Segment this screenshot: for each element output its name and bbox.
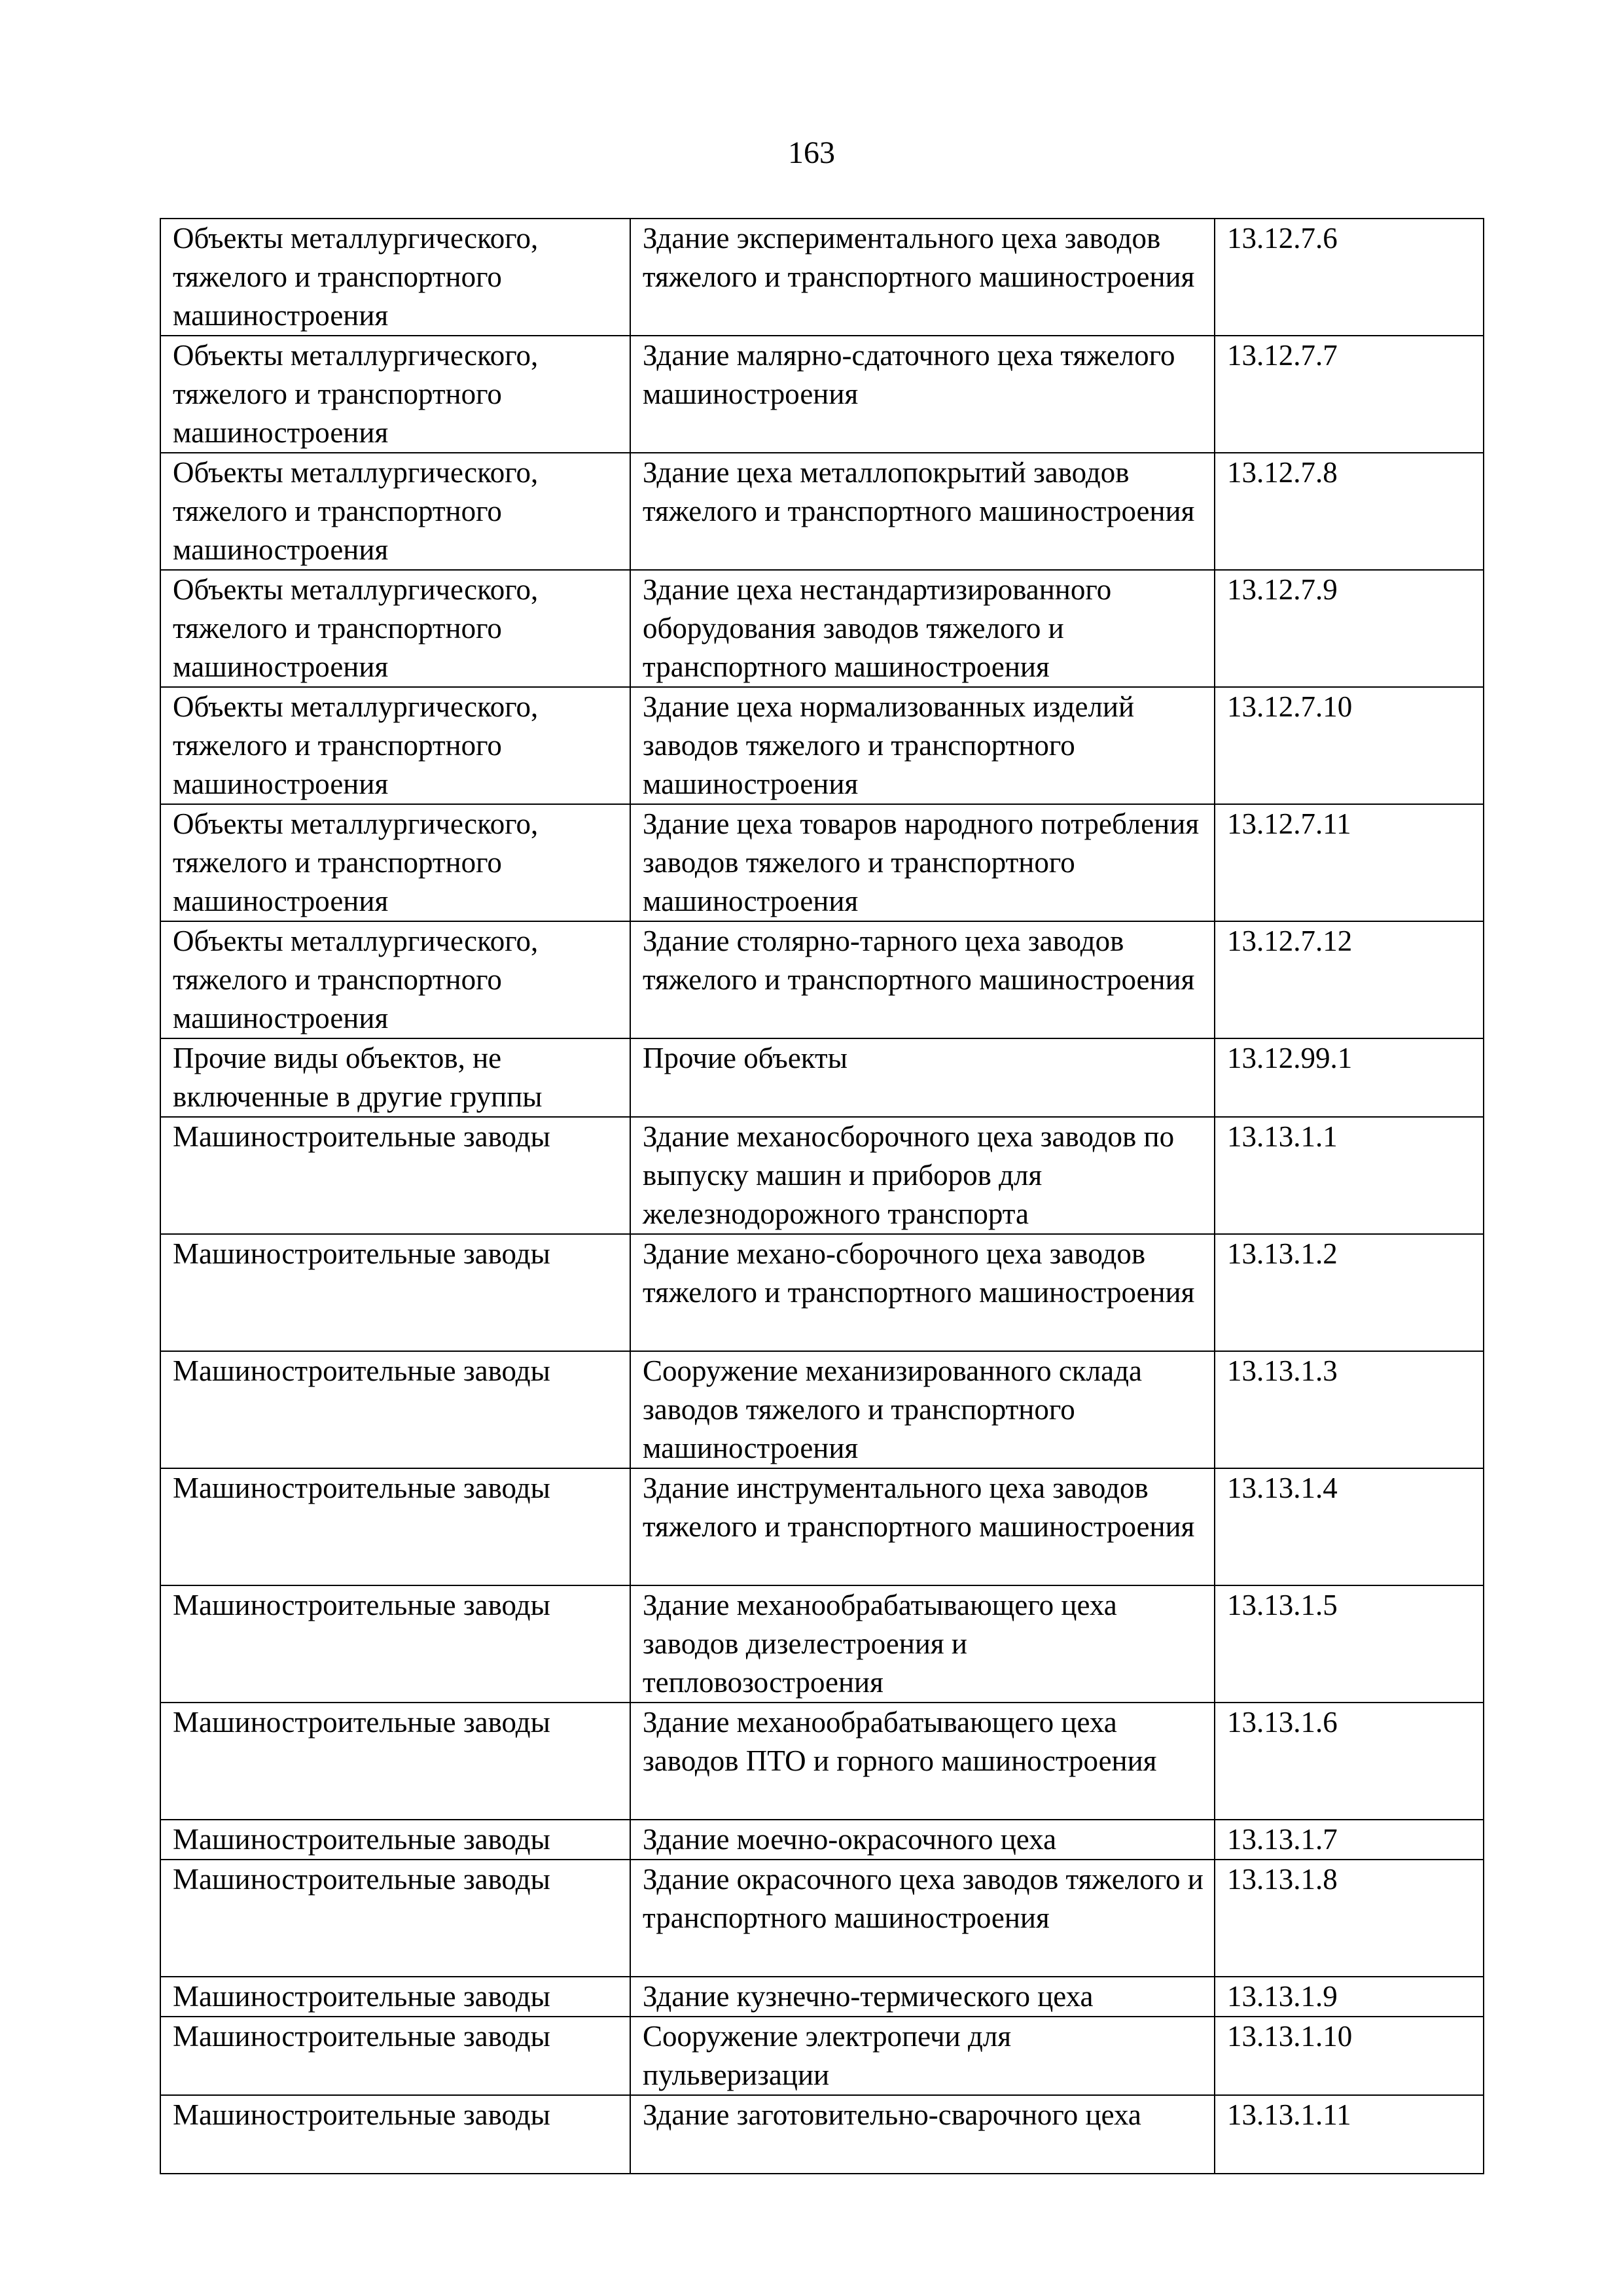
- table-row: [160, 804, 1484, 921]
- table-row: [160, 1468, 1484, 1585]
- page-number: 163: [788, 135, 835, 170]
- table-row: [160, 1038, 1484, 1117]
- cell-category: Машиностроительные заводы: [160, 1351, 630, 1468]
- cell-category: Объекты металлургического, тяжелого и транспортного машиностроения: [160, 570, 630, 687]
- cell-code: 13.12.7.7: [1215, 336, 1484, 453]
- table-row: [160, 336, 1484, 453]
- cell-code: 13.12.7.11: [1215, 804, 1484, 921]
- cell-code: 13.12.7.6: [1215, 219, 1484, 336]
- cell-category: Машиностроительные заводы: [160, 1860, 630, 1977]
- cell-category: Объекты металлургического, тяжелого и транспортного машиностроения: [160, 453, 630, 570]
- cell-object: Здание малярно-сдаточного цеха тяжелого машиностроения: [630, 336, 1215, 453]
- cell-code: 13.13.1.3: [1215, 1351, 1484, 1468]
- cell-code: 13.12.99.1: [1215, 1038, 1484, 1117]
- cell-code: 13.13.1.6: [1215, 1703, 1484, 1820]
- cell-category: Машиностроительные заводы: [160, 1117, 630, 1234]
- table-row: [160, 1860, 1484, 1977]
- table-row: [160, 1351, 1484, 1468]
- table-row: [160, 1234, 1484, 1351]
- cell-object: Здание заготовительно-сварочного цеха: [630, 2095, 1215, 2174]
- table-row: [160, 1585, 1484, 1703]
- cell-code: 13.13.1.9: [1215, 1977, 1484, 2017]
- table-body: [160, 219, 1484, 2174]
- cell-code: 13.12.7.12: [1215, 921, 1484, 1038]
- table-row: [160, 453, 1484, 570]
- cell-object: Здание кузнечно-термического цеха: [630, 1977, 1215, 2017]
- table-row: [160, 570, 1484, 687]
- cell-object: Здание инструментального цеха заводов тяжелого и транспортного машиностроения: [630, 1468, 1215, 1585]
- table-row: [160, 2095, 1484, 2174]
- table-row: [160, 1117, 1484, 1234]
- cell-code: 13.13.1.4: [1215, 1468, 1484, 1585]
- cell-category: Машиностроительные заводы: [160, 1468, 630, 1585]
- cell-object: Здание механообрабатывающего цеха заводов ПТО и горного машиностроения: [630, 1703, 1215, 1820]
- table-row: [160, 1977, 1484, 2017]
- cell-category: Машиностроительные заводы: [160, 1234, 630, 1351]
- cell-category: Объекты металлургического, тяжелого и транспортного машиностроения: [160, 804, 630, 921]
- table-row: [160, 2017, 1484, 2095]
- cell-code: 13.12.7.9: [1215, 570, 1484, 687]
- cell-code: 13.13.1.7: [1215, 1820, 1484, 1860]
- cell-category: Машиностроительные заводы: [160, 2095, 630, 2174]
- cell-code: 13.13.1.8: [1215, 1860, 1484, 1977]
- cell-code: 13.13.1.10: [1215, 2017, 1484, 2095]
- cell-object: Здание окрасочного цеха заводов тяжелого и транспортного машиностроения: [630, 1860, 1215, 1977]
- table-row: [160, 1820, 1484, 1860]
- table-row: [160, 219, 1484, 336]
- cell-category: Машиностроительные заводы: [160, 1820, 630, 1860]
- cell-category: Объекты металлургического, тяжелого и транспортного машиностроения: [160, 687, 630, 804]
- cell-object: Здание механо-сборочного цеха заводов тяжелого и транспортного машиностроения: [630, 1234, 1215, 1351]
- cell-category: Машиностроительные заводы: [160, 2017, 630, 2095]
- cell-object: Здание цеха нестандартизированного оборудования заводов тяжелого и транспортного машиностроения: [630, 570, 1215, 687]
- cell-category: Машиностроительные заводы: [160, 1585, 630, 1703]
- cell-category: Объекты металлургического, тяжелого и транспортного машиностроения: [160, 336, 630, 453]
- cell-object: Здание столярно-тарного цеха заводов тяжелого и транспортного машиностроения: [630, 921, 1215, 1038]
- cell-object: Здание цеха металлопокрытий заводов тяжелого и транспортного машиностроения: [630, 453, 1215, 570]
- cell-code: 13.13.1.11: [1215, 2095, 1484, 2174]
- cell-object: Прочие объекты: [630, 1038, 1215, 1117]
- table-row: [160, 1703, 1484, 1820]
- cell-code: 13.13.1.2: [1215, 1234, 1484, 1351]
- cell-object: Здание механообрабатывающего цеха заводов дизелестроения и тепловозостроения: [630, 1585, 1215, 1703]
- table-row: [160, 687, 1484, 804]
- cell-category: Прочие виды объектов, не включенные в другие группы: [160, 1038, 630, 1117]
- cell-object: Здание экспериментального цеха заводов тяжелого и транспортного машиностроения: [630, 219, 1215, 336]
- cell-code: 13.12.7.10: [1215, 687, 1484, 804]
- cell-category: Машиностроительные заводы: [160, 1977, 630, 2017]
- cell-code: 13.13.1.5: [1215, 1585, 1484, 1703]
- cell-category: Объекты металлургического, тяжелого и транспортного машиностроения: [160, 921, 630, 1038]
- cell-category: Машиностроительные заводы: [160, 1703, 630, 1820]
- table-row: [160, 921, 1484, 1038]
- cell-object: Сооружение механизированного склада заводов тяжелого и транспортного машиностроения: [630, 1351, 1215, 1468]
- cell-object: Здание моечно-окрасочного цеха: [630, 1820, 1215, 1860]
- classification-table: [160, 218, 1484, 2174]
- cell-category: Объекты металлургического, тяжелого и транспортного машиностроения: [160, 219, 630, 336]
- cell-object: Сооружение электропечи для пульверизации: [630, 2017, 1215, 2095]
- cell-code: 13.13.1.1: [1215, 1117, 1484, 1234]
- cell-object: Здание цеха нормализованных изделий заводов тяжелого и транспортного машиностроения: [630, 687, 1215, 804]
- cell-object: Здание цеха товаров народного потребления заводов тяжелого и транспортного машиностроения: [630, 804, 1215, 921]
- cell-object: Здание механосборочного цеха заводов по выпуску машин и приборов для железнодорожного транспорта: [630, 1117, 1215, 1234]
- cell-code: 13.12.7.8: [1215, 453, 1484, 570]
